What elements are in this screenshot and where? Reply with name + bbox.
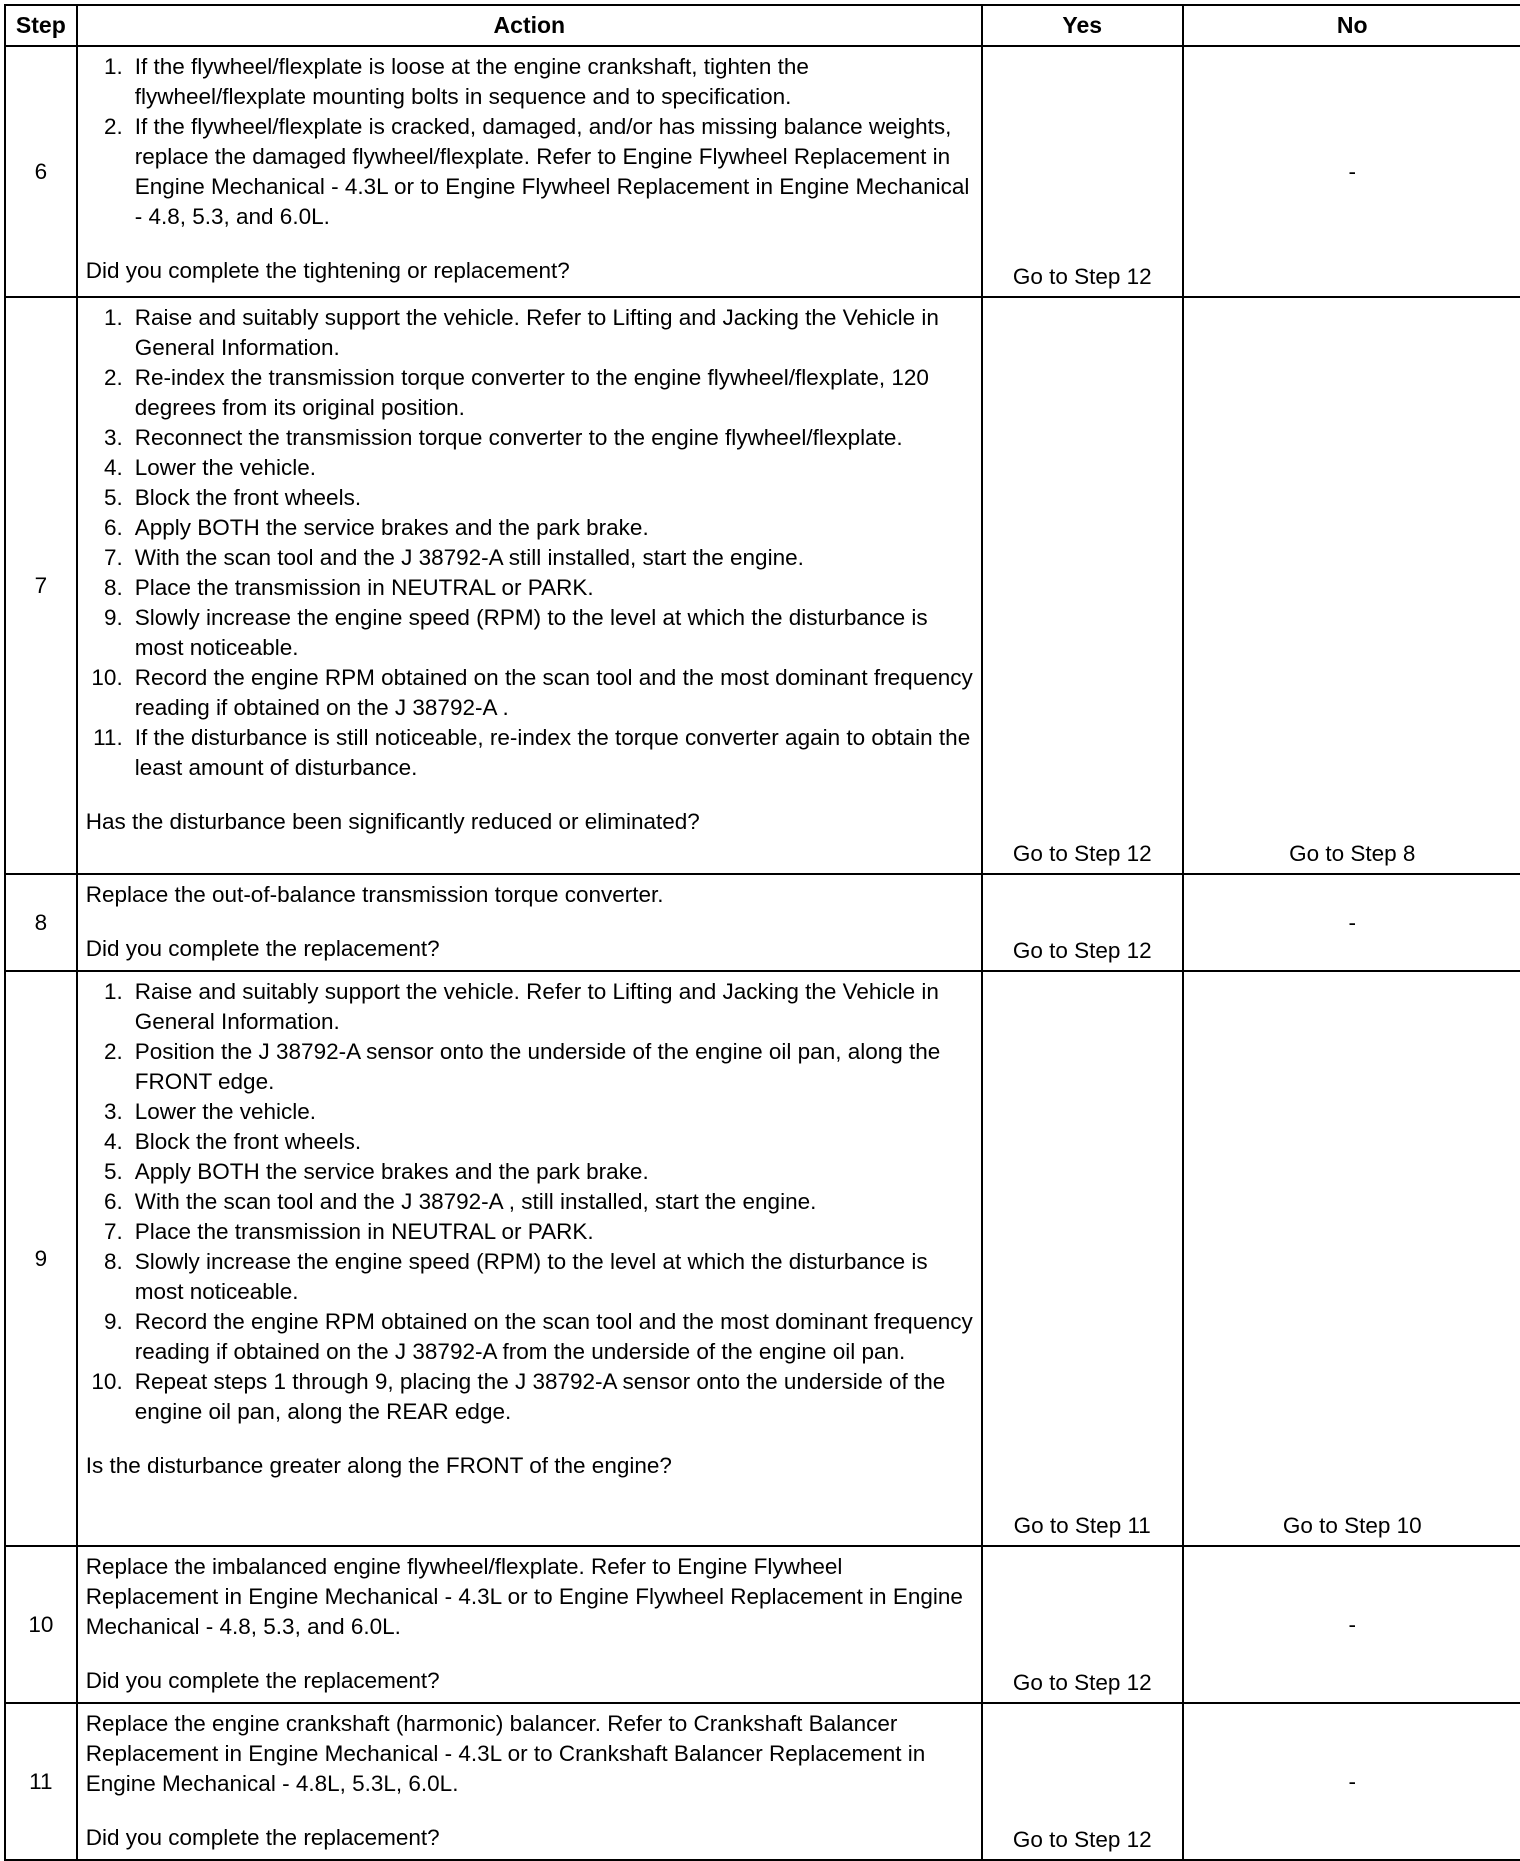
question-text: Did you complete the tightening or replacement? <box>85 258 570 283</box>
list-item: 3. Reconnect the transmission torque converter to the engine flywheel/flexplate. <box>103 425 903 450</box>
step-number: 7 <box>5 297 77 874</box>
list-item: 9. Record the engine RPM obtained on the scan tool and the most dominant frequency reading if obtained on the J 38792-A from the underside of the engine oil pan. <box>103 1309 973 1364</box>
step-number: 9 <box>5 971 77 1546</box>
action-cell <box>77 1703 982 1860</box>
diagnostic-table <box>4 4 1520 1861</box>
header-no: No <box>1183 5 1520 46</box>
yes-result: Go to Step 12 <box>982 874 1183 971</box>
action-cell <box>77 297 982 874</box>
list-item: 2. If the flywheel/flexplate is cracked, damaged, and/or has missing balance weights, replace the damaged flywheel/flexplate. Refer to Engine Flywheel Replacement in Engine Mechanical - 4.3L or to Engine Flywheel Replacement in Engine Mechanical - 4.8, 5.3, and 6.0L. <box>103 114 970 229</box>
yes-result: Go to Step 12 <box>982 46 1183 297</box>
action-cell <box>77 874 982 971</box>
no-result: - <box>1183 46 1520 297</box>
header-step: Step <box>5 5 77 46</box>
question-text: Did you complete the replacement? <box>85 1668 440 1693</box>
action-list <box>86 52 973 232</box>
header-row <box>5 5 1520 46</box>
list-item: 10. Record the engine RPM obtained on the scan tool and the most dominant frequency reading if obtained on the J 38792-A . <box>91 665 973 720</box>
list-item: 6. With the scan tool and the J 38792-A , still installed, start the engine. <box>103 1189 817 1214</box>
list-item: 2. Position the J 38792-A sensor onto the underside of the engine oil pan, along the FRONT edge. <box>103 1039 941 1094</box>
action-cell <box>77 971 982 1546</box>
step-number: 8 <box>5 874 77 971</box>
step-number: 11 <box>5 1703 77 1860</box>
step-number: 10 <box>5 1546 77 1703</box>
no-result: - <box>1183 1546 1520 1703</box>
action-text: Replace the out-of-balance transmission torque converter. <box>85 882 664 907</box>
question-text: Did you complete the replacement? <box>85 1825 440 1850</box>
list-item: 10. Repeat steps 1 through 9, placing the J 38792-A sensor onto the underside of the engine oil pan, along the REAR edge. <box>91 1369 946 1424</box>
header-yes: Yes <box>982 5 1183 46</box>
table-row <box>5 46 1520 297</box>
list-item: 3. Lower the vehicle. <box>103 1099 317 1124</box>
list-item: 1. Raise and suitably support the vehicle. Refer to Lifting and Jacking the Vehicle in General Information. <box>103 305 939 360</box>
header-action: Action <box>77 5 982 46</box>
list-item: 9. Slowly increase the engine speed (RPM) to the level at which the disturbance is most noticeable. <box>103 605 928 660</box>
list-item: 1. If the flywheel/flexplate is loose at the engine crankshaft, tighten the flywheel/flexplate mounting bolts in sequence and to specification. <box>103 54 809 109</box>
action-list <box>86 303 973 783</box>
list-item: 1. Raise and suitably support the vehicle. Refer to Lifting and Jacking the Vehicle in General Information. <box>103 979 939 1034</box>
table-row <box>5 297 1520 874</box>
action-cell <box>77 1546 982 1703</box>
yes-result: Go to Step 12 <box>982 297 1183 874</box>
step-number: 6 <box>5 46 77 297</box>
action-text: Replace the engine crankshaft (harmonic) balancer. Refer to Crankshaft Balancer Replacement in Engine Mechanical - 4.3L or to Crankshaft Balancer Replacement in Engine Mechanical - 4.8L, 5.3L, 6.0L. <box>85 1711 926 1796</box>
no-result: Go to Step 10 <box>1183 971 1520 1546</box>
action-list <box>86 977 973 1427</box>
list-item: 11. If the disturbance is still noticeable, re-index the torque converter again to obtain the least amount of disturbance. <box>93 725 971 780</box>
yes-result: Go to Step 12 <box>982 1546 1183 1703</box>
table-row <box>5 971 1520 1546</box>
list-item: 8. Place the transmission in NEUTRAL or PARK. <box>103 575 594 600</box>
table-row <box>5 1546 1520 1703</box>
no-result: Go to Step 8 <box>1183 297 1520 874</box>
list-item: 5. Block the front wheels. <box>103 485 362 510</box>
list-item: 4. Lower the vehicle. <box>103 455 317 480</box>
question-text: Did you complete the replacement? <box>85 936 440 961</box>
list-item: 8. Slowly increase the engine speed (RPM) to the level at which the disturbance is most noticeable. <box>103 1249 928 1304</box>
no-result: - <box>1183 1703 1520 1860</box>
yes-result: Go to Step 11 <box>982 971 1183 1546</box>
table-row <box>5 1703 1520 1860</box>
action-cell <box>77 46 982 297</box>
list-item: 5. Apply BOTH the service brakes and the park brake. <box>103 1159 649 1184</box>
question-text: Has the disturbance been significantly reduced or eliminated? <box>85 809 700 834</box>
list-item: 6. Apply BOTH the service brakes and the park brake. <box>103 515 649 540</box>
action-text: Replace the imbalanced engine flywheel/flexplate. Refer to Engine Flywheel Replacement in Engine Mechanical - 4.3L or to Engine Flywheel Replacement in Engine Mechanical - 4.8, 5.3, and 6.0L. <box>85 1554 963 1639</box>
yes-result: Go to Step 12 <box>982 1703 1183 1860</box>
list-item: 2. Re-index the transmission torque converter to the engine flywheel/flexplate, 120 degrees from its original position. <box>103 365 929 420</box>
no-result: - <box>1183 874 1520 971</box>
list-item: 7. Place the transmission in NEUTRAL or PARK. <box>103 1219 594 1244</box>
list-item: 4. Block the front wheels. <box>103 1129 362 1154</box>
question-text: Is the disturbance greater along the FRONT of the engine? <box>85 1453 672 1478</box>
table-row <box>5 874 1520 971</box>
list-item: 7. With the scan tool and the J 38792-A still installed, start the engine. <box>103 545 804 570</box>
